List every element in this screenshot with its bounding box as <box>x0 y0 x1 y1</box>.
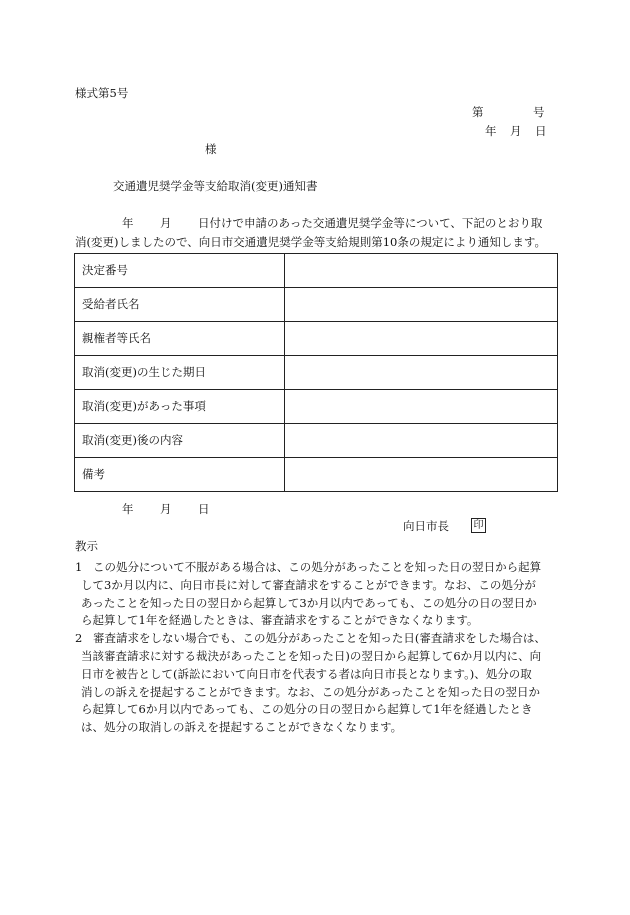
table-row <box>75 458 558 492</box>
notice-item-number: 2 <box>75 631 83 646</box>
table-row-label: 決定番号 <box>75 254 285 288</box>
table-row <box>75 322 558 356</box>
addressee-suffix: 様 <box>205 142 217 156</box>
table-row-value[interactable] <box>285 390 558 424</box>
table-row-value[interactable] <box>285 322 558 356</box>
body-line1-year: 年 <box>122 216 134 230</box>
table-row-value[interactable] <box>285 424 558 458</box>
notice-item-line: ら起算して6か月以内であっても、この処分の日の翌日から起算して1年を経過したとき <box>81 702 533 717</box>
date-bottom-year: 年 <box>122 502 134 516</box>
table-row <box>75 424 558 458</box>
notice-item-line: この処分について不服がある場合は、この処分があったことを知った日の翌日から起算 <box>93 560 542 574</box>
document-number-prefix: 第 <box>472 105 484 119</box>
notice-heading: 教示 <box>75 539 98 553</box>
seal-stamp: 印 <box>471 518 486 533</box>
table-row-label: 受給者氏名 <box>75 288 285 322</box>
date-top-month: 月 <box>510 124 522 138</box>
date-bottom-month: 月 <box>160 502 172 516</box>
details-table <box>74 253 558 492</box>
notice-item-line: 消しの訴えを提起することができます。なお、この処分があったことを知った日の翌日か <box>81 684 540 699</box>
table-row <box>75 288 558 322</box>
table-row <box>75 254 558 288</box>
date-top-year: 年 <box>485 124 497 138</box>
form-number: 様式第5号 <box>75 86 129 100</box>
date-bottom-day: 日 <box>198 502 210 516</box>
document-title: 交通遺児奨学金等支給取消(変更)通知書 <box>113 179 318 193</box>
notice-item-line: あったことを知った日の翌日から起算して3か月以内であっても、この処分の日の翌日か <box>81 595 537 610</box>
issuer-name: 向日市長 <box>403 519 449 533</box>
date-top-day: 日 <box>535 124 547 138</box>
table-row-value[interactable] <box>285 458 558 492</box>
notice-item-line: ら起算して1年を経過したときは、審査請求をすることができなくなります。 <box>81 613 479 628</box>
notice-item-line: して3か月以内に、向日市長に対して審査請求をすることができます。なお、この処分が <box>81 577 536 592</box>
notice-item-line: は、処分の取消しの訴えを提起することができなくなります。 <box>81 720 403 735</box>
table-row <box>75 356 558 390</box>
table-row-label: 備考 <box>75 458 285 492</box>
body-line1-text: 日付けで申請のあった交通遺児奨学金等について、下記のとおり取 <box>198 216 543 230</box>
table-row-value[interactable] <box>285 288 558 322</box>
table-row-label: 取消(変更)があった事項 <box>75 390 285 424</box>
body-line1-month: 月 <box>160 216 172 230</box>
notice-item-line: 日市を被告として(訴訟において向日市を代表する者は向日市長となります。)、処分の取 <box>81 666 532 681</box>
table-row-label: 取消(変更)後の内容 <box>75 424 285 458</box>
table-row <box>75 390 558 424</box>
table-row-value[interactable] <box>285 254 558 288</box>
table-row-value[interactable] <box>285 356 558 390</box>
notice-item-number: 1 <box>75 560 83 574</box>
table-row-label: 取消(変更)の生じた期日 <box>75 356 285 390</box>
table-row-label: 親権者等氏名 <box>75 322 285 356</box>
notice-item-line: 当該審査請求に対する裁決があったことを知った日)の翌日から起算して6か月以内に、向 <box>81 649 542 663</box>
notice-item-line: 審査請求をしない場合でも、この処分があったことを知った日(審査請求をした場合は、 <box>93 631 546 646</box>
document-number-suffix: 号 <box>533 105 545 119</box>
body-line2: 消(変更)しましたので、向日市交通遺児奨学金等支給規則第10条の規定により通知します。 <box>75 235 546 249</box>
